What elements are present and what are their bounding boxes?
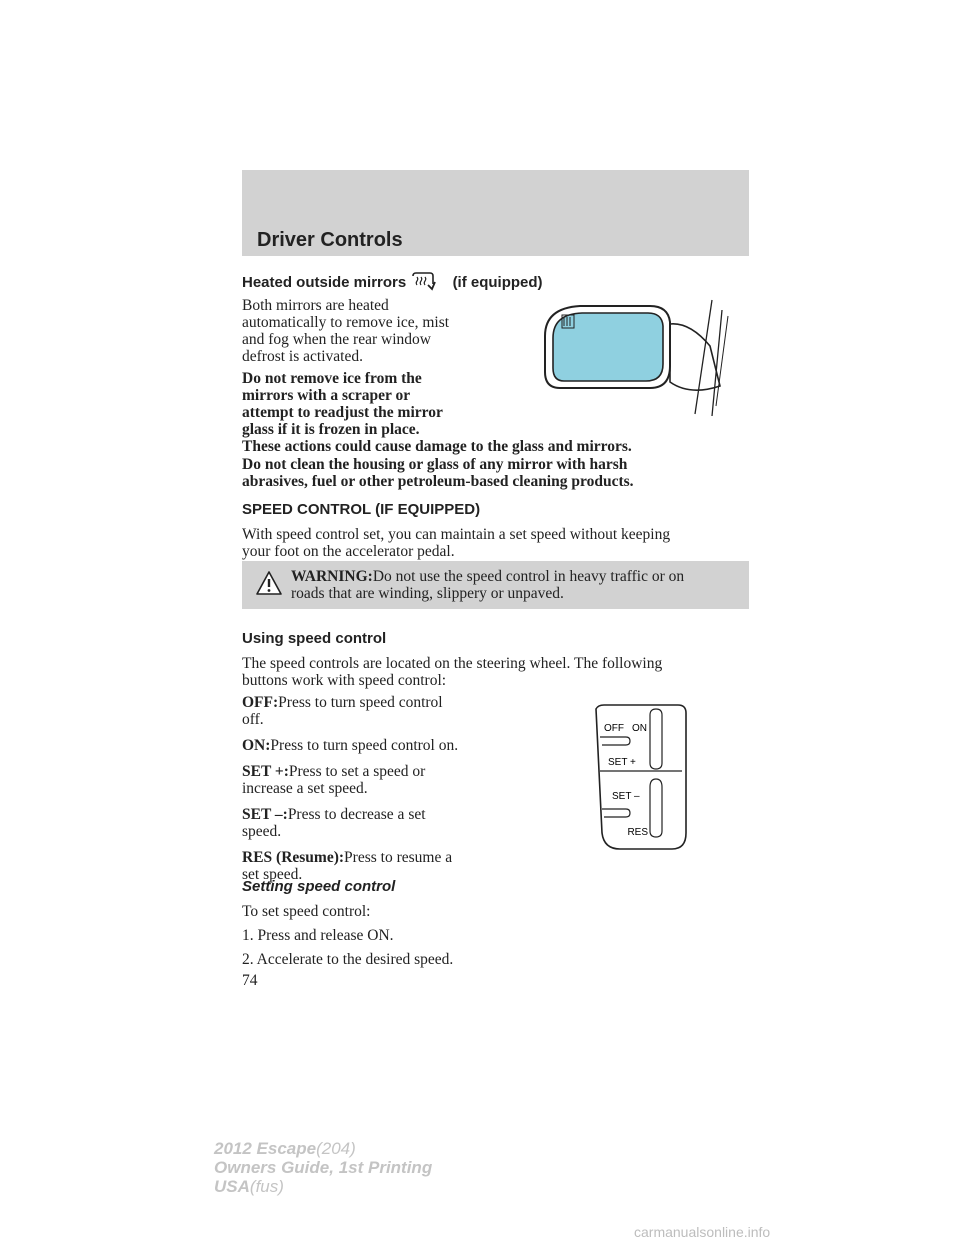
set-minus-text-cont: speed. (242, 823, 282, 840)
text-line: Both mirrors are heated (242, 297, 389, 314)
warning-line: roads that are winding, slippery or unpaved. (291, 585, 564, 602)
text-line (242, 763, 512, 780)
footer (214, 1139, 432, 1196)
off-text: Press to turn speed control (278, 694, 443, 711)
watermark: carmanualsonline.info (634, 1224, 771, 1240)
using-speed-control-text (242, 655, 762, 689)
text-line: buttons work with speed control: (242, 672, 447, 689)
text-line: automatically to remove ice, mist (242, 314, 450, 331)
footer-guide: Owners Guide, 1st Printing (214, 1158, 433, 1177)
step-2: 2. Accelerate to the desired speed. (242, 951, 454, 968)
speed-control-buttons-illustration (590, 703, 692, 860)
warning-triangle-icon (255, 570, 283, 601)
res-text: Press to resume a (344, 849, 453, 866)
diagram-set-plus-label: SET + (608, 757, 636, 768)
on-text: Press to turn speed control on. (270, 737, 459, 754)
step-1: 1. Press and release ON. (242, 927, 394, 944)
set-minus-text: Press to decrease a set (287, 806, 426, 823)
text-line: Do not remove ice from the (242, 370, 422, 387)
diagram-set-minus-label: SET – (612, 791, 640, 802)
off-label: OFF: (242, 694, 279, 711)
set-minus-label: SET –: (242, 806, 288, 823)
footer-region-code: (fus) (249, 1177, 284, 1196)
on-label: ON: (242, 737, 271, 754)
text-line (242, 849, 512, 866)
res-text-cont: set speed. (242, 866, 303, 883)
footer-line (214, 1139, 432, 1158)
heated-mirror-illustration (540, 296, 752, 421)
text-line: The speed controls are located on the steering wheel. The following (242, 655, 663, 672)
footer-model-code: (204) (316, 1139, 356, 1158)
text-line: abrasives, fuel or other petroleum-based cleaning products. (242, 473, 634, 490)
using-speed-control-heading: Using speed control (242, 630, 387, 647)
text-line: your foot on the accelerator pedal. (242, 543, 455, 560)
warning-line: Do not use the speed control in heavy traffic or on (372, 568, 685, 585)
text-line: Do not clean the housing or glass of any mirror with harsh (242, 456, 628, 473)
speed-control-intro (242, 526, 762, 560)
set-plus-text-cont: increase a set speed. (242, 780, 368, 797)
text-line: glass if it is frozen in place. (242, 421, 420, 438)
diagram-on-label: ON (632, 723, 647, 734)
page-number: 74 (242, 972, 258, 989)
speed-control-heading: SPEED CONTROL (IF EQUIPPED) (242, 501, 481, 518)
diagram-off-label: OFF (604, 723, 624, 734)
button-descriptions (242, 694, 512, 883)
heated-mirrors-heading-suffix: (if equipped) (452, 273, 543, 291)
warning-text (291, 568, 751, 602)
text-line (291, 568, 751, 585)
heated-mirrors-heading-main: Heated outside mirrors (242, 273, 407, 291)
setting-speed-control-heading: Setting speed control (242, 878, 396, 895)
set-plus-text: Press to set a speed or (288, 763, 426, 780)
text-line (242, 694, 512, 711)
footer-model: 2012 Escape (214, 1139, 317, 1158)
defrost-icon (410, 271, 448, 295)
to-set-text: To set speed control: (242, 903, 371, 920)
off-text-cont: off. (242, 711, 264, 728)
heated-mirrors-paragraph (242, 297, 502, 365)
set-plus-label: SET +: (242, 763, 289, 780)
warning-label: WARNING: (291, 568, 373, 585)
footer-line (214, 1177, 432, 1196)
text-line: With speed control set, you can maintain a set speed without keeping (242, 526, 671, 543)
text-line: defrost is activated. (242, 348, 363, 365)
text-line: These actions could cause damage to the glass and mirrors. (242, 438, 632, 455)
footer-region: USA (214, 1177, 250, 1196)
diagram-res-label: RES (627, 827, 648, 838)
section-title: Driver Controls (257, 229, 403, 251)
heated-mirrors-heading (242, 271, 543, 295)
res-label: RES (Resume): (242, 849, 345, 866)
mirror-warning-2 (242, 456, 762, 490)
text-line (242, 806, 512, 823)
text-line: mirrors with a scraper or (242, 387, 411, 404)
text-line: attempt to readjust the mirror (242, 404, 443, 421)
text-line: and fog when the rear window (242, 331, 431, 348)
text-line (242, 737, 512, 754)
